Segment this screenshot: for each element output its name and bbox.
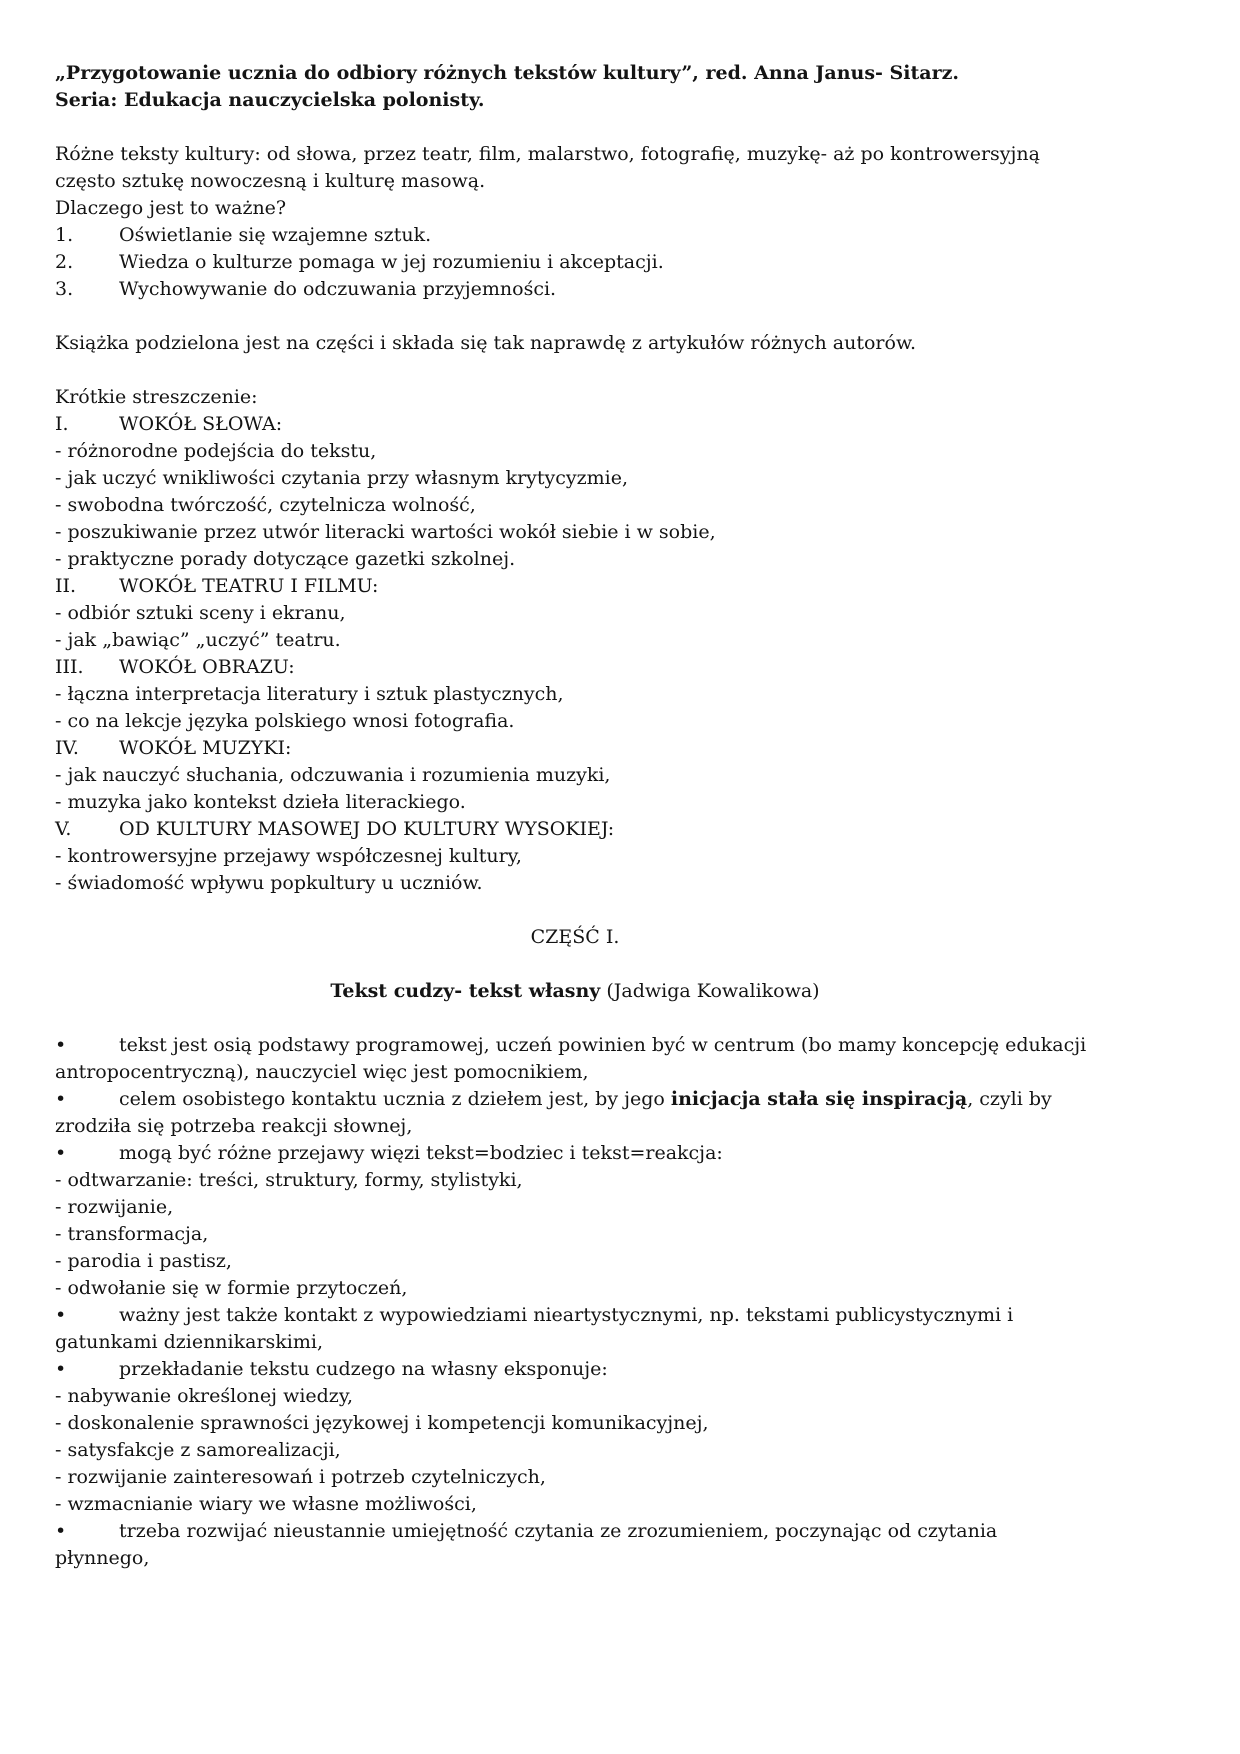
text-line: Krótkie streszczenie: (55, 386, 258, 408)
dash-list-item: - łączna interpretacja literatury i sztuk plastycznych, (55, 683, 564, 705)
bullet-list-item (55, 1086, 1095, 1140)
numbered-list-item (55, 222, 1095, 249)
dash-list-item: - odwołanie się w formie przytoczeń, (55, 1277, 408, 1299)
roman-numeral-marker: IV. (55, 737, 79, 759)
list-number-marker: 3. (55, 278, 74, 300)
dash-list-item: - odtwarzanie: treści, struktury, formy, stylistyki, (55, 1169, 523, 1191)
roman-numeral-marker: III. (55, 656, 84, 678)
centered-heading (55, 924, 1095, 951)
roman-section-heading (55, 573, 1095, 600)
bullet-list-item (55, 1356, 1095, 1383)
section-heading-text: WOKÓŁ MUZYKI: (119, 737, 292, 759)
item-text: Wychowywanie do odczuwania przyjemności. (119, 278, 557, 300)
roman-numeral-marker: II. (55, 575, 77, 597)
roman-section-heading (55, 411, 1095, 438)
bold-text-segment: inicjacja stała się inspiracją (670, 1088, 968, 1110)
blank-line (55, 1005, 1095, 1032)
section-heading-text: OD KULTURY MASOWEJ DO KULTURY WYSOKIEJ: (119, 818, 615, 840)
roman-section-heading (55, 654, 1095, 681)
text-segment: trzeba rozwijać nieustannie umiejętność czytania ze zrozumieniem, poczynając od czytania płynnego, (55, 1520, 998, 1569)
blank-line (55, 897, 1095, 924)
bullet-list-item (55, 1140, 1095, 1167)
section-heading-text: WOKÓŁ OBRAZU: (119, 656, 295, 678)
text-line: Dlaczego jest to ważne? (55, 197, 287, 219)
dash-list-item: - swobodna twórczość, czytelnicza wolność, (55, 494, 476, 516)
text-segment: tekst jest osią podstawy programowej, uczeń powinien być w centrum (bo mamy koncepcję edukacji antropocentryczną), nauczyciel więc jest pomocnikiem, (55, 1034, 1087, 1083)
dash-list-item: - świadomość wpływu popkultury u uczniów. (55, 872, 483, 894)
roman-section-heading (55, 816, 1095, 843)
item-text: Wiedza o kulturze pomaga w jej rozumieniu i akceptacji. (119, 251, 664, 273)
bullet-icon: • (55, 1358, 67, 1380)
list-number-marker: 2. (55, 251, 74, 273)
dash-list-item: - jak „bawiąc” „uczyć” teatru. (55, 629, 341, 651)
paragraph: Różne teksty kultury: od słowa, przez teatr, film, malarstwo, fotografię, muzykę- aż po kontrowersyjną często sztukę nowoczesną i kulturę masową. (55, 143, 1040, 192)
numbered-list-item (55, 276, 1095, 303)
dash-list-item: - kontrowersyjne przejawy współczesnej kultury, (55, 845, 522, 867)
dash-list-item: - jak uczyć wnikliwości czytania przy własnym krytycyzmie, (55, 467, 629, 489)
dash-list-item: - wzmacnianie wiary we własne możliwości, (55, 1493, 477, 1515)
dash-list-item: - muzyka jako kontekst dzieła literackiego. (55, 791, 466, 813)
document-title-line: Seria: Edukacja nauczycielska polonisty. (55, 89, 485, 111)
dash-list-item: - jak nauczyć słuchania, odczuwania i rozumienia muzyki, (55, 764, 611, 786)
centered-heading (55, 978, 1095, 1005)
roman-numeral-marker: V. (55, 818, 72, 840)
text-segment: ważny jest także kontakt z wypowiedziami nieartystycznymi, np. tekstami publicystycznymi i gatunkami dziennikarskimi, (55, 1304, 1014, 1353)
bullet-list-item (55, 1518, 1095, 1572)
bullet-icon: • (55, 1520, 67, 1542)
text-segment: CZĘŚĆ I. (530, 926, 620, 948)
roman-numeral-marker: I. (55, 413, 69, 435)
blank-line (55, 951, 1095, 978)
text-segment: (Jadwiga Kowalikowa) (600, 980, 820, 1002)
bullet-icon: • (55, 1034, 67, 1056)
roman-section-heading (55, 735, 1095, 762)
dash-list-item: - praktyczne porady dotyczące gazetki szkolnej. (55, 548, 516, 570)
dash-list-item: - różnorodne podejścia do tekstu, (55, 440, 377, 462)
dash-list-item: - transformacja, (55, 1223, 209, 1245)
paragraph: Książka podzielona jest na części i składa się tak naprawdę z artykułów różnych autorów. (55, 332, 917, 354)
dash-list-item: - rozwijanie, (55, 1196, 174, 1218)
blank-line (55, 357, 1095, 384)
blank-line (55, 114, 1095, 141)
numbered-list-item (55, 249, 1095, 276)
bold-text-segment: Tekst cudzy- tekst własny (330, 980, 601, 1002)
list-number-marker: 1. (55, 224, 74, 246)
dash-list-item: - co na lekcje języka polskiego wnosi fotografia. (55, 710, 515, 732)
dash-list-item: - odbiór sztuki sceny i ekranu, (55, 602, 346, 624)
text-segment: , czyli by zrodziła się potrzeba reakcji słownej, (55, 1088, 1052, 1137)
item-text: Oświetlanie się wzajemne sztuk. (119, 224, 432, 246)
dash-list-item: - parodia i pastisz, (55, 1250, 232, 1272)
document-title-line: „Przygotowanie ucznia do odbiory różnych tekstów kultury”, red. Anna Janus- Sitarz. (55, 62, 960, 84)
dash-list-item: - doskonalenie sprawności językowej i kompetencji komunikacyjnej, (55, 1412, 709, 1434)
bullet-list-item (55, 1032, 1095, 1086)
bullet-list-item (55, 1302, 1095, 1356)
bullet-icon: • (55, 1088, 67, 1110)
dash-list-item: - satysfakcje z samorealizacji, (55, 1439, 341, 1461)
section-heading-text: WOKÓŁ TEATRU I FILMU: (119, 575, 379, 597)
text-segment: przekładanie tekstu cudzego na własny eksponuje: (119, 1358, 608, 1380)
bullet-icon: • (55, 1142, 67, 1164)
blank-line (55, 303, 1095, 330)
section-heading-text: WOKÓŁ SŁOWA: (119, 413, 283, 435)
dash-list-item: - nabywanie określonej wiedzy, (55, 1385, 354, 1407)
text-segment: mogą być różne przejawy więzi tekst=bodziec i tekst=reakcja: (119, 1142, 723, 1164)
text-segment: celem osobistego kontaktu ucznia z dziełem jest, by jego (119, 1088, 671, 1110)
dash-list-item: - rozwijanie zainteresowań i potrzeb czytelniczych, (55, 1466, 546, 1488)
dash-list-item: - poszukiwanie przez utwór literacki wartości wokół siebie i w sobie, (55, 521, 716, 543)
bullet-icon: • (55, 1304, 67, 1326)
